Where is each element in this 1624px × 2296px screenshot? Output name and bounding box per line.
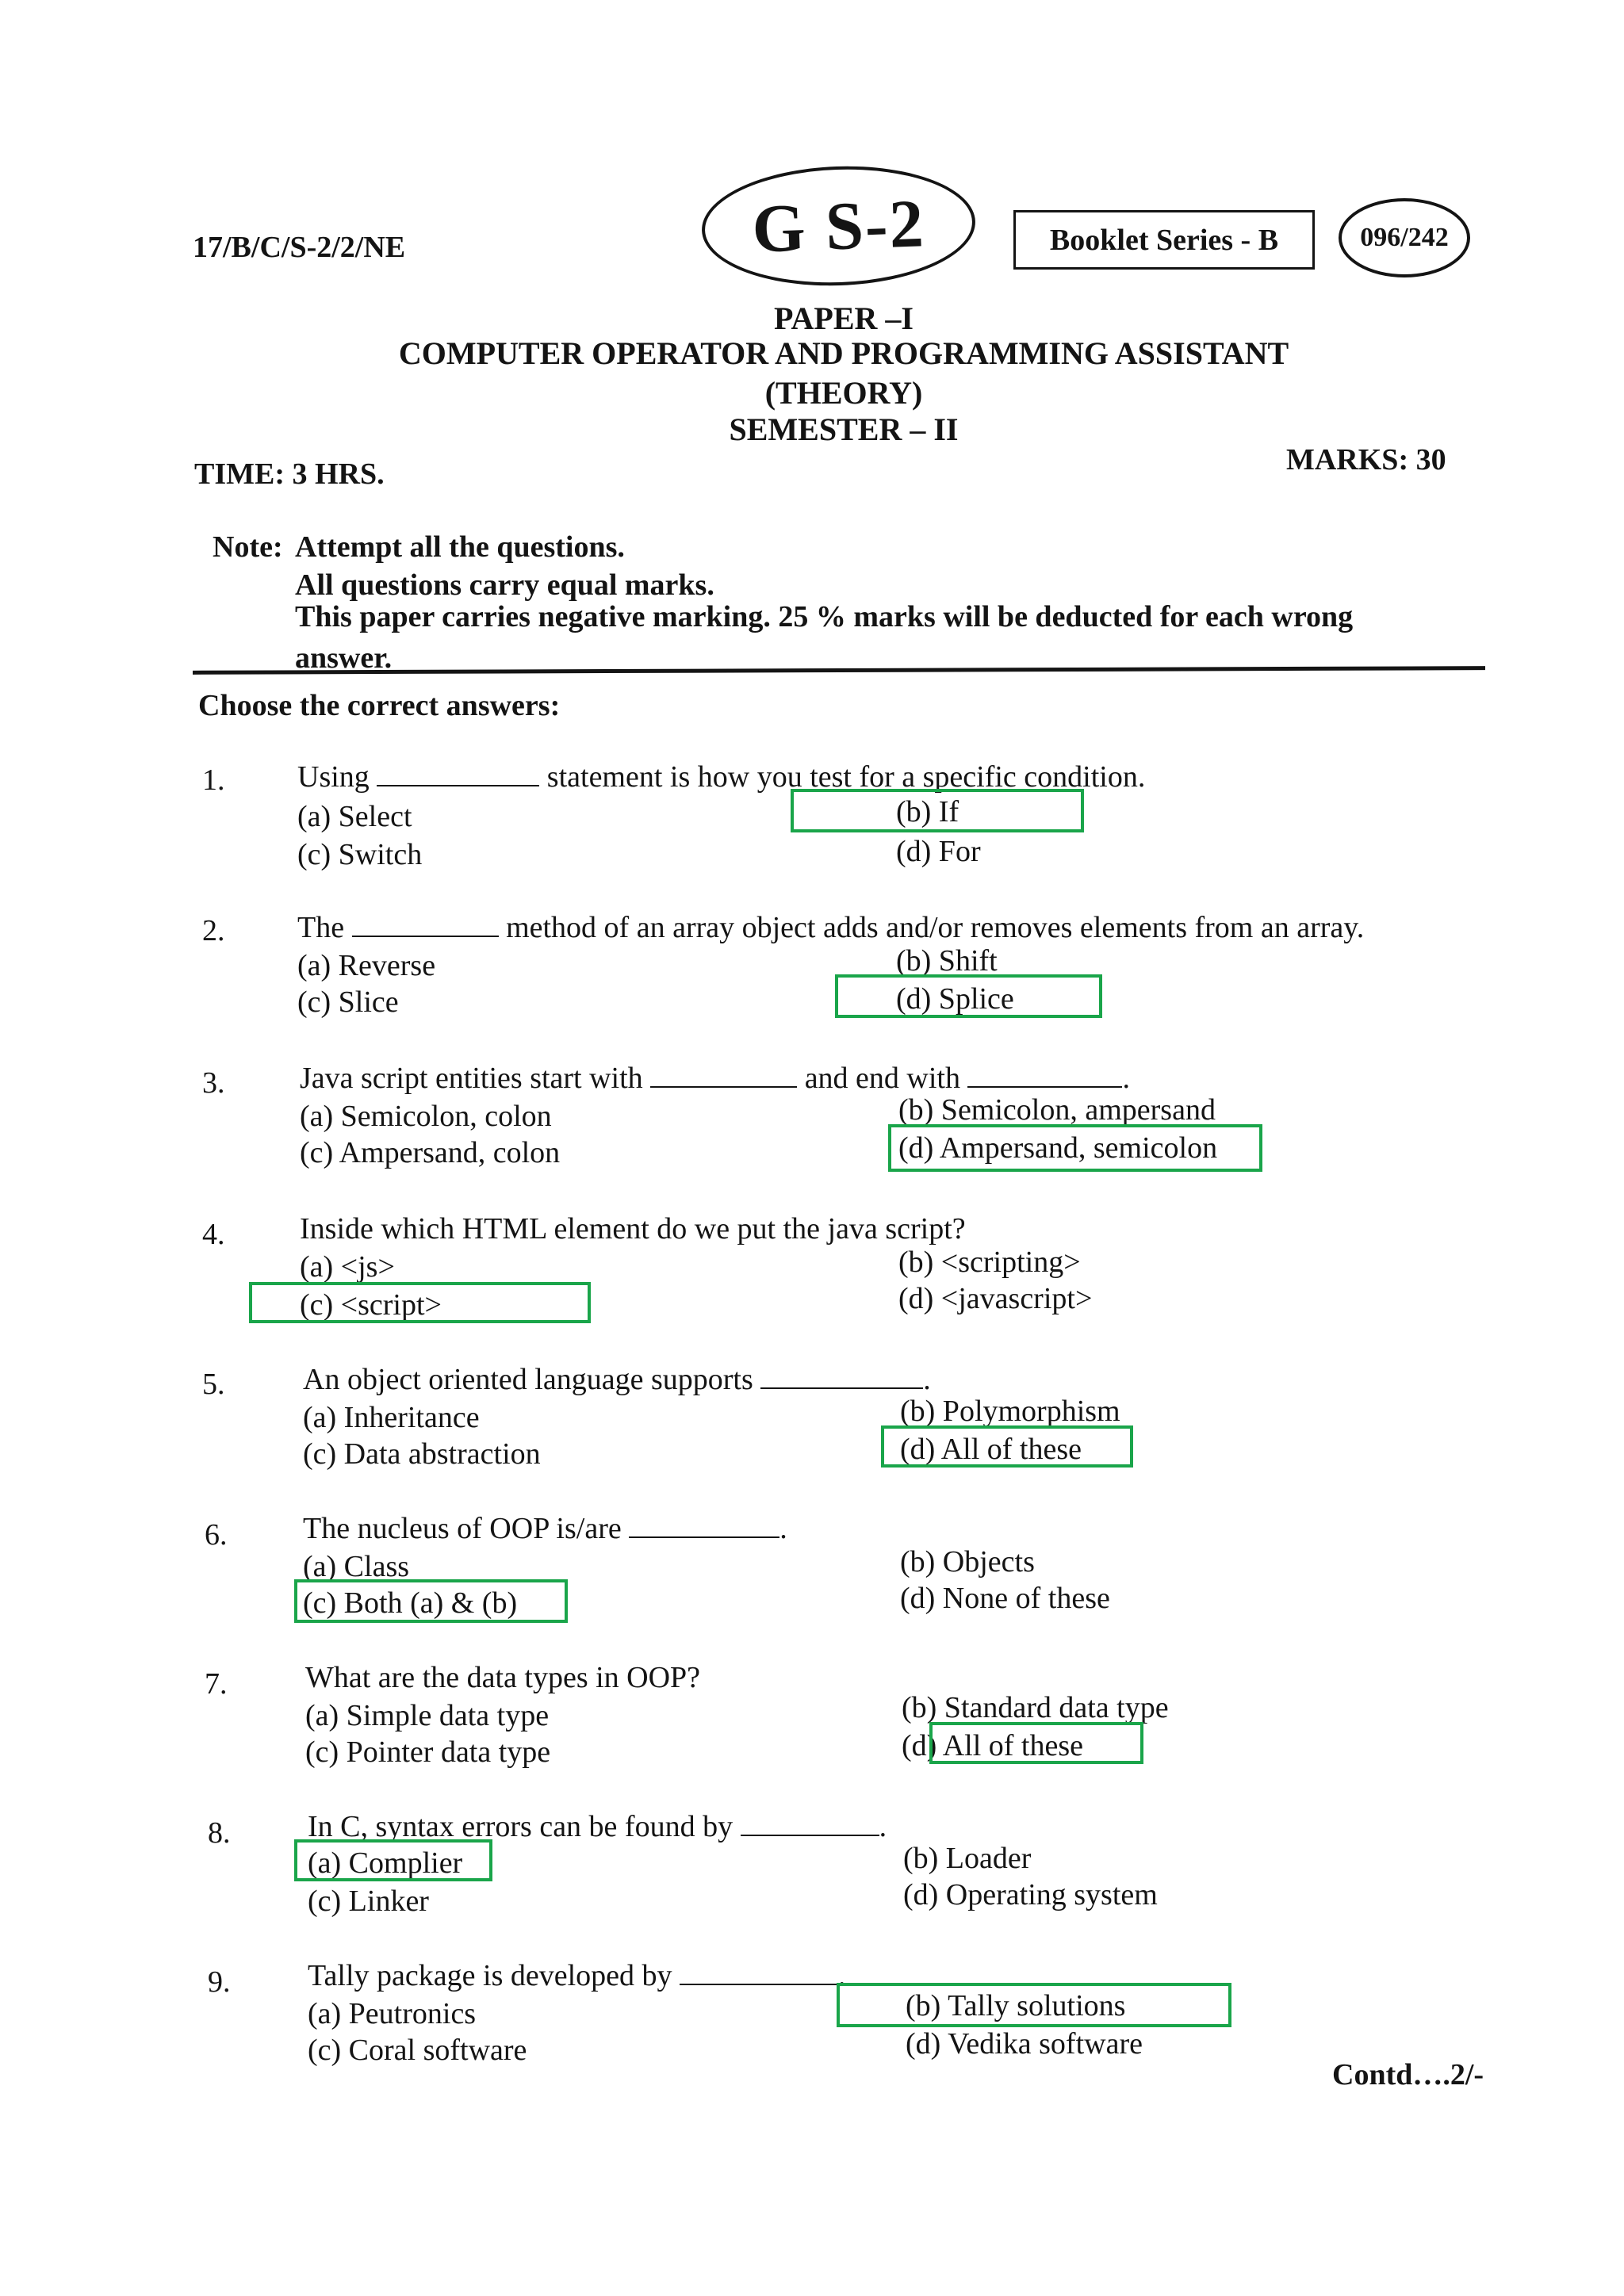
option-c: (c) Switch <box>297 838 423 871</box>
note-label: Note: <box>213 530 283 564</box>
option-c: (c) Linker <box>308 1885 429 1918</box>
paper-code-label: G S-2 <box>750 185 927 267</box>
option-d: (d) Splice <box>896 982 1014 1016</box>
option-c: (c) Pointer data type <box>305 1735 551 1769</box>
question-text-part: . <box>838 1959 846 1992</box>
option-c: (c) Data abstraction <box>303 1437 541 1471</box>
question-text-part: Java script entities start with <box>300 1062 643 1095</box>
option-b: (b) Shift <box>896 944 998 978</box>
serial-number-label: 096/242 <box>1360 223 1449 252</box>
answer-blank <box>760 1386 923 1389</box>
question-text-part: In C, syntax errors can be found by <box>308 1810 733 1843</box>
option-d: (d) All of these <box>902 1729 1084 1762</box>
option-b: (b) If <box>896 795 959 828</box>
marked-answer-box <box>837 1983 1231 2027</box>
option-a: (a) Semicolon, colon <box>300 1100 552 1133</box>
marked-answer-box <box>888 1124 1262 1172</box>
question-text <box>300 1061 1130 1096</box>
option-c: (c) Coral software <box>308 2034 527 2067</box>
option-d: (d) <javascript> <box>898 1282 1093 1315</box>
option-d: (d) Vedika software <box>906 2027 1143 2061</box>
option-c: (c) Slice <box>297 985 399 1019</box>
option-a: (a) Peutronics <box>308 1997 477 2030</box>
question-text-part: statement is how you test for a specific condition. <box>546 760 1146 794</box>
subject-title: COMPUTER OPERATOR AND PROGRAMMING ASSISTANT <box>398 335 1289 371</box>
option-b: (b) <scripting> <box>898 1246 1081 1279</box>
question-number: 6. <box>205 1518 228 1552</box>
paper-code-reference: 17/B/C/S-2/2/NE <box>193 231 406 264</box>
question-text <box>305 1660 700 1695</box>
question-text-part: What are the data types in OOP? <box>305 1661 701 1694</box>
marked-answer-box <box>249 1282 591 1323</box>
question-number: 4. <box>202 1218 225 1251</box>
question-text <box>297 910 1364 945</box>
question-text-part: Inside which HTML element do we put the java script? <box>300 1212 966 1246</box>
question-number: 8. <box>208 1816 231 1850</box>
booklet-series-box <box>1013 210 1315 270</box>
question-number: 1. <box>202 763 225 797</box>
marked-answer-box <box>835 974 1102 1018</box>
option-c: (c) <script> <box>300 1288 442 1322</box>
time-allowed: TIME: 3 HRS. <box>194 457 385 491</box>
note-line: answer. <box>295 641 393 675</box>
answer-blank <box>650 1085 797 1088</box>
option-a: (a) Reverse <box>297 949 436 982</box>
question-number: 7. <box>205 1667 228 1701</box>
answer-blank <box>352 934 499 937</box>
total-marks: MARKS: 30 <box>1286 443 1446 476</box>
question-text-part: Using <box>297 760 370 794</box>
marked-answer-box <box>791 789 1084 832</box>
question-text-part: . <box>879 1810 887 1843</box>
marked-answer-box <box>929 1722 1143 1764</box>
question-text <box>303 1511 787 1546</box>
continued-label: Contd….2/- <box>1332 2058 1484 2091</box>
option-c: (c) Both (a) & (b) <box>303 1586 518 1620</box>
option-a: (a) Class <box>303 1550 410 1583</box>
option-d: (d) Ampersand, semicolon <box>898 1131 1218 1165</box>
question-number: 2. <box>202 914 225 947</box>
option-b: (b) Loader <box>903 1842 1032 1875</box>
question-text-part: and end with <box>804 1062 960 1095</box>
answer-blank <box>629 1535 779 1538</box>
question-text <box>300 1211 966 1246</box>
answer-blank <box>377 783 539 786</box>
paper-type: (THEORY) <box>764 375 923 411</box>
question-text-part: The nucleus of OOP is/are <box>303 1512 622 1545</box>
option-b: (b) Objects <box>900 1545 1035 1578</box>
option-b: (b) Semicolon, ampersand <box>898 1093 1216 1127</box>
paper-title: PAPER –I <box>774 300 914 336</box>
option-a: (a) Select <box>297 800 412 833</box>
question-text-part: An object oriented language supports <box>303 1363 753 1396</box>
option-d: (d) None of these <box>900 1582 1110 1615</box>
note-line: Attempt all the questions. <box>295 530 625 564</box>
option-b: (b) Standard data type <box>902 1691 1169 1724</box>
question-number: 9. <box>208 1965 231 1999</box>
answer-blank <box>967 1085 1122 1088</box>
option-a: (a) <js> <box>300 1250 395 1284</box>
question-text-part: . <box>779 1512 787 1545</box>
answer-blank <box>741 1833 879 1836</box>
question-text-part: . <box>923 1363 931 1396</box>
question-number: 3. <box>202 1066 225 1100</box>
marked-answer-box <box>294 1579 568 1623</box>
question-text-part: Tally package is developed by <box>308 1959 672 1992</box>
question-text-part: method of an array object adds and/or removes elements from an array. <box>506 911 1365 944</box>
instruction-text: Choose the correct answers: <box>198 689 561 722</box>
note-line: This paper carries negative marking. 25 % marks will be deducted for each wrong <box>295 600 1354 633</box>
option-c: (c) Ampersand, colon <box>300 1136 561 1169</box>
semester-title: SEMESTER – II <box>729 411 959 447</box>
booklet-series-label: Booklet Series - B <box>1049 223 1279 257</box>
option-d: (d) All of these <box>900 1433 1082 1466</box>
question-text-part: . <box>1122 1062 1130 1095</box>
question-text <box>308 1958 846 1993</box>
option-a: (a) Inheritance <box>303 1401 480 1434</box>
question-number: 5. <box>202 1368 225 1401</box>
serial-number-oval <box>1339 198 1470 277</box>
answer-blank <box>680 1982 838 1985</box>
question-text-part: The <box>297 911 345 944</box>
option-b: (b) Tally solutions <box>906 1989 1126 2022</box>
paper-code-oval <box>699 162 977 290</box>
marked-answer-box <box>294 1839 492 1881</box>
option-a: (a) Complier <box>308 1846 463 1880</box>
option-d: (d) Operating system <box>903 1878 1158 1911</box>
note-line: All questions carry equal marks. <box>295 568 714 602</box>
option-a: (a) Simple data type <box>305 1699 550 1732</box>
option-d: (d) For <box>896 835 981 868</box>
marked-answer-box <box>881 1425 1133 1468</box>
question-text <box>303 1362 931 1397</box>
option-b: (b) Polymorphism <box>900 1395 1120 1428</box>
